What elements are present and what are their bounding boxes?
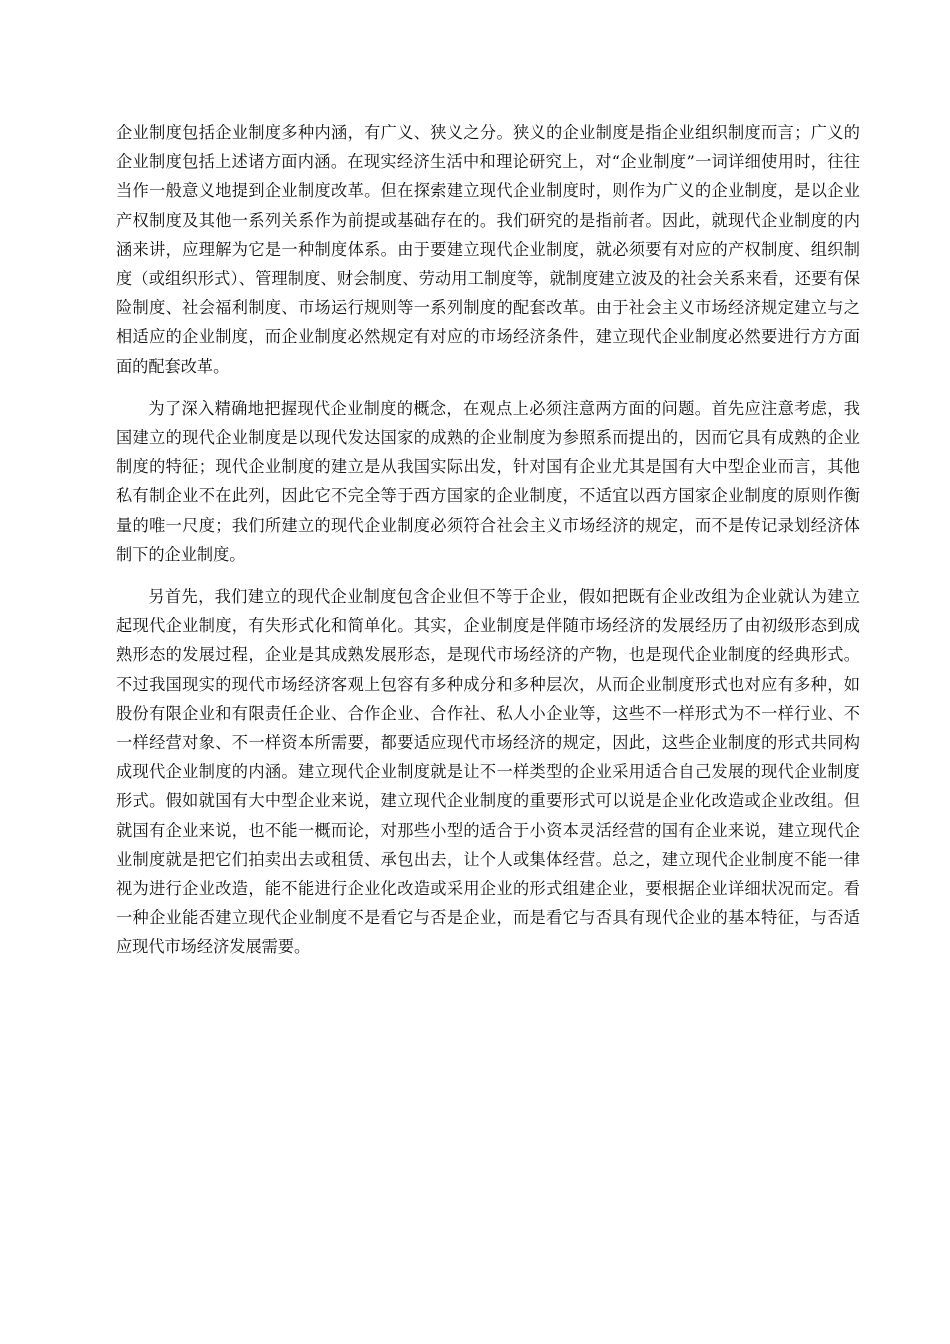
paragraph-3: 另首先，我们建立的现代企业制度包含企业但不等于企业，假如把既有企业改组为企业就认为建立起现代企业制度，有失形式化和简单化。其实，企业制度是伴随市场经济的发展经历了由初级形态到成熟形态的发展过程，企业是其成熟发展形态，是现代市场经济的产物，也是现代企业制度的经典形式。不过我国现实的现代市场经济客观上包容有多种成分和多种层次，从而企业制度形式也对应有多种，如股份有限企业和有限责任企业、合作企业、合作社、私人小企业等，这些不一样形式为不一样行业、不一样经营对象、不一样资本所需要，都要适应现代市场经济的规定，因此，这些企业制度的形式共同构成现代企业制度的内涵。建立现代企业制度就是让不一样类型的企业采用适合自己发展的现代企业制度形式。假如就国有大中型企业来说，建立现代企业制度的重要形式可以说是企业化改造或企业改组。但就国有企业来说，也不能一概而论，对那些小型的适合于小资本灵活经营的国有企业来说，建立现代企业制度就是把它们拍卖出去或租赁、承包出去，让个人或集体经营。总之，建立现代企业制度不能一律视为进行企业改造，能不能进行企业化改造或采用企业的形式组建企业，要根据企业详细状况而定。看一种企业能否建立现代企业制度不是看它与否是企业，而是看它与否具有现代企业的基本特征，与否适应现代市场经济发展需要。	[116, 587, 860, 957]
paragraph-1: 企业制度包括企业制度多种内涵，有广义、狭义之分。狭义的企业制度是指企业组织制度而言；广义的企业制度包括上述诸方面内涵。在现实经济生活中和理论研究上，对“企业制度”一词详细使用时，往往当作一般意义地提到企业制度改革。但在探索建立现代企业制度时，则作为广义的企业制度，是以企业产权制度及其他一系列关系作为前提或基础存在的。我们研究的是指前者。因此，就现代企业制度的内涵来讲，应理解为它是一种制度体系。由于要建立现代企业制度，就必须要有对应的产权制度、组织制度（或组织形式）、管理制度、财会制度、劳动用工制度等，就制度建立波及的社会关系来看，还要有保险制度、社会福利制度、市场运行规则等一系列制度的配套改革。由于社会主义市场经济规定建立与之相适应的企业制度，而企业制度必然规定有对应的市场经济条件，建立现代企业制度必然要进行方方面面的配套改革。	[116, 123, 860, 376]
document-body	[116, 118, 860, 975]
paragraph-2: 为了深入精确地把握现代企业制度的概念，在观点上必须注意两方面的问题。首先应注意考虑，我国建立的现代企业制度是以现代发达国家的成熟的企业制度为参照系而提出的，因而它具有成熟的企业制度的特征；现代企业制度的建立是从我国实际出发，针对国有企业尤其是国有大中型企业而言，其他私有制企业不在此列，因此它不完全等于西方国家的企业制度，不适宜以西方国家企业制度的原则作衡量的唯一尺度；我们所建立的现代企业制度必须符合社会主义市场经济的规定，而不是传记录划经济体制下的企业制度。	[116, 398, 860, 564]
